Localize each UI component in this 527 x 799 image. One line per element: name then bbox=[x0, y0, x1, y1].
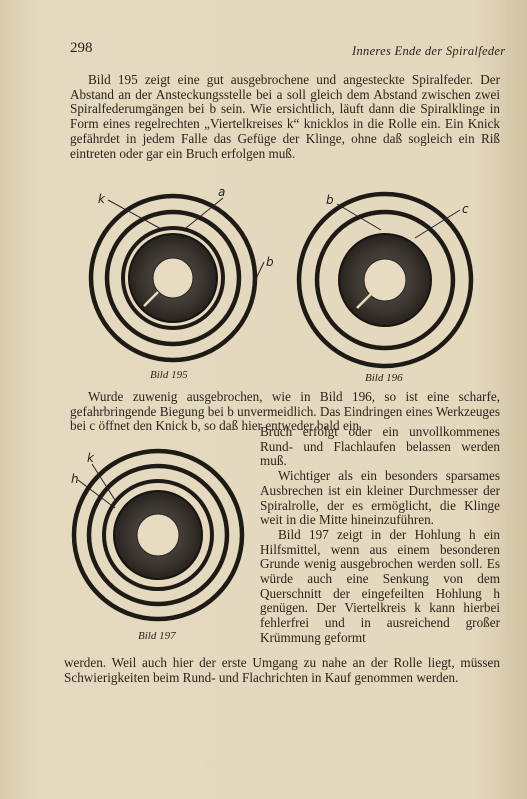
figure-196 bbox=[295, 190, 475, 370]
spiral-diagram-196 bbox=[295, 190, 475, 370]
label-a: a bbox=[218, 185, 226, 199]
paragraph-2-continued: Bruch erfolgt oder ein unvollkommenes Rund- und Flachlaufen belassen werden muß. bbox=[260, 424, 500, 469]
paragraph-3-text: Wichtiger als ein besonders sparsames Ausbrechen ist ein kleiner Durchmesser der Spiralrolle, der es ermöglicht, die Klinge weit in die Mitte hineinzuführen. bbox=[260, 468, 500, 528]
paragraph-1-text: Bild 195 zeigt eine gut ausgebrochene und angesteckte Spiralfeder. Der Abstand an der Ansteckungsstelle bei a soll gleich dem Abstand zwischen zwei Spiralfederumgängen bei b sein. Wie ersichtlich, läuft dann die Spiralklinge in Form eines regelrechten „Viertelkreises k“ knicklos in die Rolle ein. Ein Knick gefährdet in jedem Falle das Gefüge der Klinge, ohne daß sogleich ein Riß eintreten oder gar ein Bruch erfolgen muß. bbox=[70, 72, 500, 161]
caption-bild-195: Bild 195 bbox=[150, 369, 188, 381]
paragraph-bild-195 bbox=[70, 73, 500, 161]
caption-bild-196: Bild 196 bbox=[365, 372, 403, 384]
paragraph-final bbox=[64, 656, 500, 685]
running-title: Inneres Ende der Spiralfeder bbox=[352, 44, 506, 58]
label-c: c bbox=[462, 202, 469, 216]
label-b: b bbox=[326, 193, 334, 207]
text-column-right bbox=[260, 425, 500, 646]
label-h: h bbox=[71, 472, 79, 486]
paragraph-4-text: Bild 197 zeigt in der Hohlung h ein Hilfsmittel, wenn aus einem besonderen Grunde wenig ausgebrochen werden soll. Es würde auch eine Senkung von dem Querschnitt der eingefeilten Hohlung h genügen. Der Viertelkreis k kann hierbei fehlerfrei und in ausreichend großer Krümmung geformt bbox=[260, 526, 500, 645]
label-k: k bbox=[87, 451, 94, 465]
caption-bild-197: Bild 197 bbox=[138, 630, 176, 642]
spiral-diagram-197 bbox=[70, 450, 255, 630]
paragraph-2-text: Wurde zuwenig ausgebrochen, wie in Bild 196, so ist eine scharfe, gefahrbringende Biegung bei b unvermeidlich. Das Eindringen eines Werkzeuges bei c öffnet den Knick b, so daß hier entweder bald ein bbox=[70, 389, 500, 434]
spiral-diagram-195 bbox=[88, 185, 274, 365]
label-b: b bbox=[266, 255, 274, 269]
paragraph-4-continued: werden. Weil auch hier der erste Umgang zu nahe an der Rolle liegt, müssen Schwierigkeiten beim Rund- und Flachrichten in Kauf genommen werden. bbox=[64, 655, 500, 685]
figure-195 bbox=[88, 185, 274, 365]
label-k: k bbox=[98, 192, 105, 206]
figure-197 bbox=[70, 450, 255, 630]
page-number: 298 bbox=[70, 40, 93, 56]
